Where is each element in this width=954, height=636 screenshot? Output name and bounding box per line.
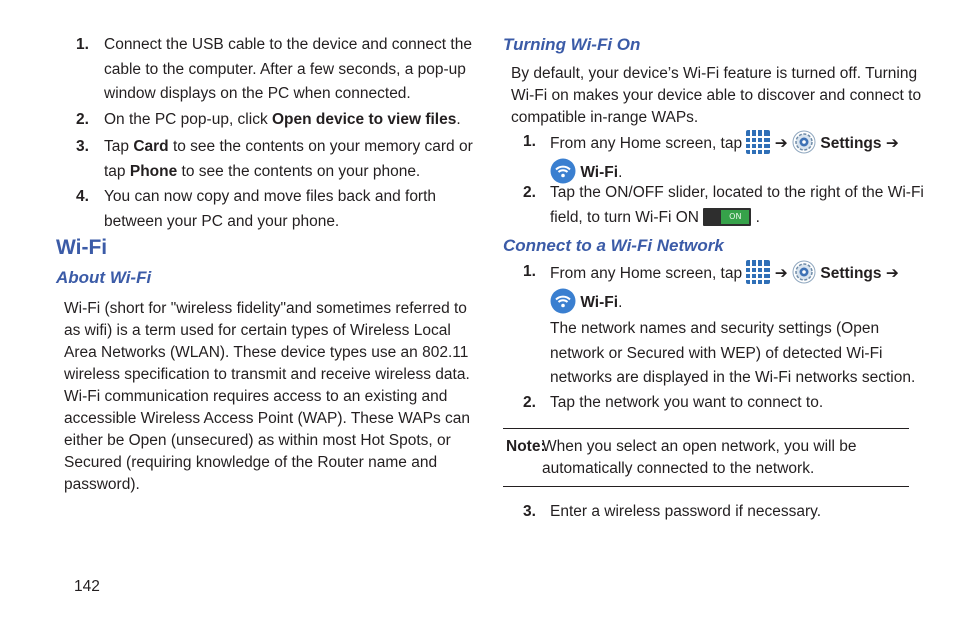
step-line: window displays on the PC when connected. [104,85,411,102]
subsection-title-connect: Connect to a Wi-Fi Network [503,236,724,255]
paragraph-line: accessible Wireless Access Point (WAP). These WAPs can [64,410,470,427]
toggle-on-label: ON [721,210,749,224]
step-number: 2. [523,394,536,411]
turning-paragraph [511,63,921,129]
paragraph-line: By default, your device’s Wi-Fi feature is turned off. Turning [511,65,918,82]
step-number: 2. [76,111,89,128]
arrow-icon: ➔ [885,265,899,282]
step-line: Connect the USB cable to the device and connect the [104,36,472,53]
about-paragraph [64,298,470,496]
settings-gear-icon [792,130,816,154]
step-number: 1. [76,36,89,53]
step-emphasis: Open device to view files [272,111,457,128]
wifi-icon [550,158,576,184]
paragraph-line: compatible in-range WAPs. [511,109,699,126]
step-text: From any Home screen, tap [550,265,747,282]
step-text: . [618,293,623,311]
paragraph-line: Wi-Fi on makes your device able to discover and connect to [511,87,922,104]
step-line: The network names and security settings (Open [550,320,880,337]
wifi-icon [550,288,576,314]
step-text: to see the contents on your memory card or [168,138,473,155]
note-line: automatically connected to the network. [542,460,815,477]
step-text: to see the contents on your phone. [177,162,421,180]
page-number: 142 [74,578,100,595]
subsection-title-turning: Turning Wi-Fi On [503,35,641,54]
paragraph-line: Wi-Fi (short for "wireless fidelity"and sometimes referred to [64,300,467,317]
step-number: 3. [523,503,536,520]
wifi-label: Wi-Fi [580,163,619,181]
step-text: . [755,208,760,226]
paragraph-line: password). [64,476,140,493]
arrow-icon: ➔ [774,135,788,152]
paragraph-line: wireless specification to transmit and receive wireless data. [64,366,470,383]
step-text: From any Home screen, tap [550,135,747,152]
section-title-wifi: Wi-Fi [56,236,108,259]
step-number: 3. [76,138,89,155]
settings-label: Settings [820,135,882,152]
step-number: 1. [523,263,536,280]
step-text: Tap [104,138,134,155]
note-label: Note: [506,438,546,455]
step-line: cable to the computer. After a few seconds, a pop-up [104,60,466,78]
step-emphasis: Card [133,138,169,155]
step-line: Tap the ON/OFF slider, located to the right of the Wi-Fi [550,184,924,201]
wifi-on-toggle-icon [703,208,751,226]
apps-grid-icon [746,130,770,154]
settings-label: Settings [820,265,882,282]
note-box [503,428,909,487]
arrow-icon: ➔ [885,135,899,152]
step-text: On the PC pop-up, click [104,111,272,128]
note-line: When you select an open network, you will be [542,438,857,455]
arrow-icon: ➔ [774,265,788,282]
note-text [542,436,902,480]
step-number: 2. [523,184,536,201]
paragraph-line: Wi-Fi communication requires access to an existing and [64,388,448,405]
step-text: . [456,111,461,128]
paragraph-line: Secured (requiring knowledge of the Router name and [64,454,438,471]
step-text: field, to turn Wi-Fi ON [550,208,699,226]
step-number: 1. [523,133,536,150]
paragraph-line: as wifi) is a term used for certain types of Wireless Local [64,322,451,339]
subsection-title-about: About Wi-Fi [56,268,152,287]
settings-gear-icon [792,260,816,284]
step-text: tap [104,162,130,180]
step-number: 4. [76,188,89,205]
step-text: Tap the network you want to connect to. [550,394,824,411]
wifi-label: Wi-Fi [580,293,619,311]
paragraph-line: Area Networks (WLAN). These device types use an 802.11 [64,344,469,361]
step-text: . [618,163,623,181]
paragraph-line: either be Open (unsecured) as within most Hot Spots, or [64,432,451,449]
step-line: networks are displayed in the Wi-Fi networks section. [550,369,916,386]
step-emphasis: Phone [129,162,178,180]
step-text: Enter a wireless password if necessary. [550,503,822,520]
apps-grid-icon [746,260,770,284]
step-line: network or Secured with WEP) of detected Wi-Fi [550,344,883,362]
step-line: between your PC and your phone. [104,212,340,230]
step-line: You can now copy and move files back and forth [104,188,437,205]
